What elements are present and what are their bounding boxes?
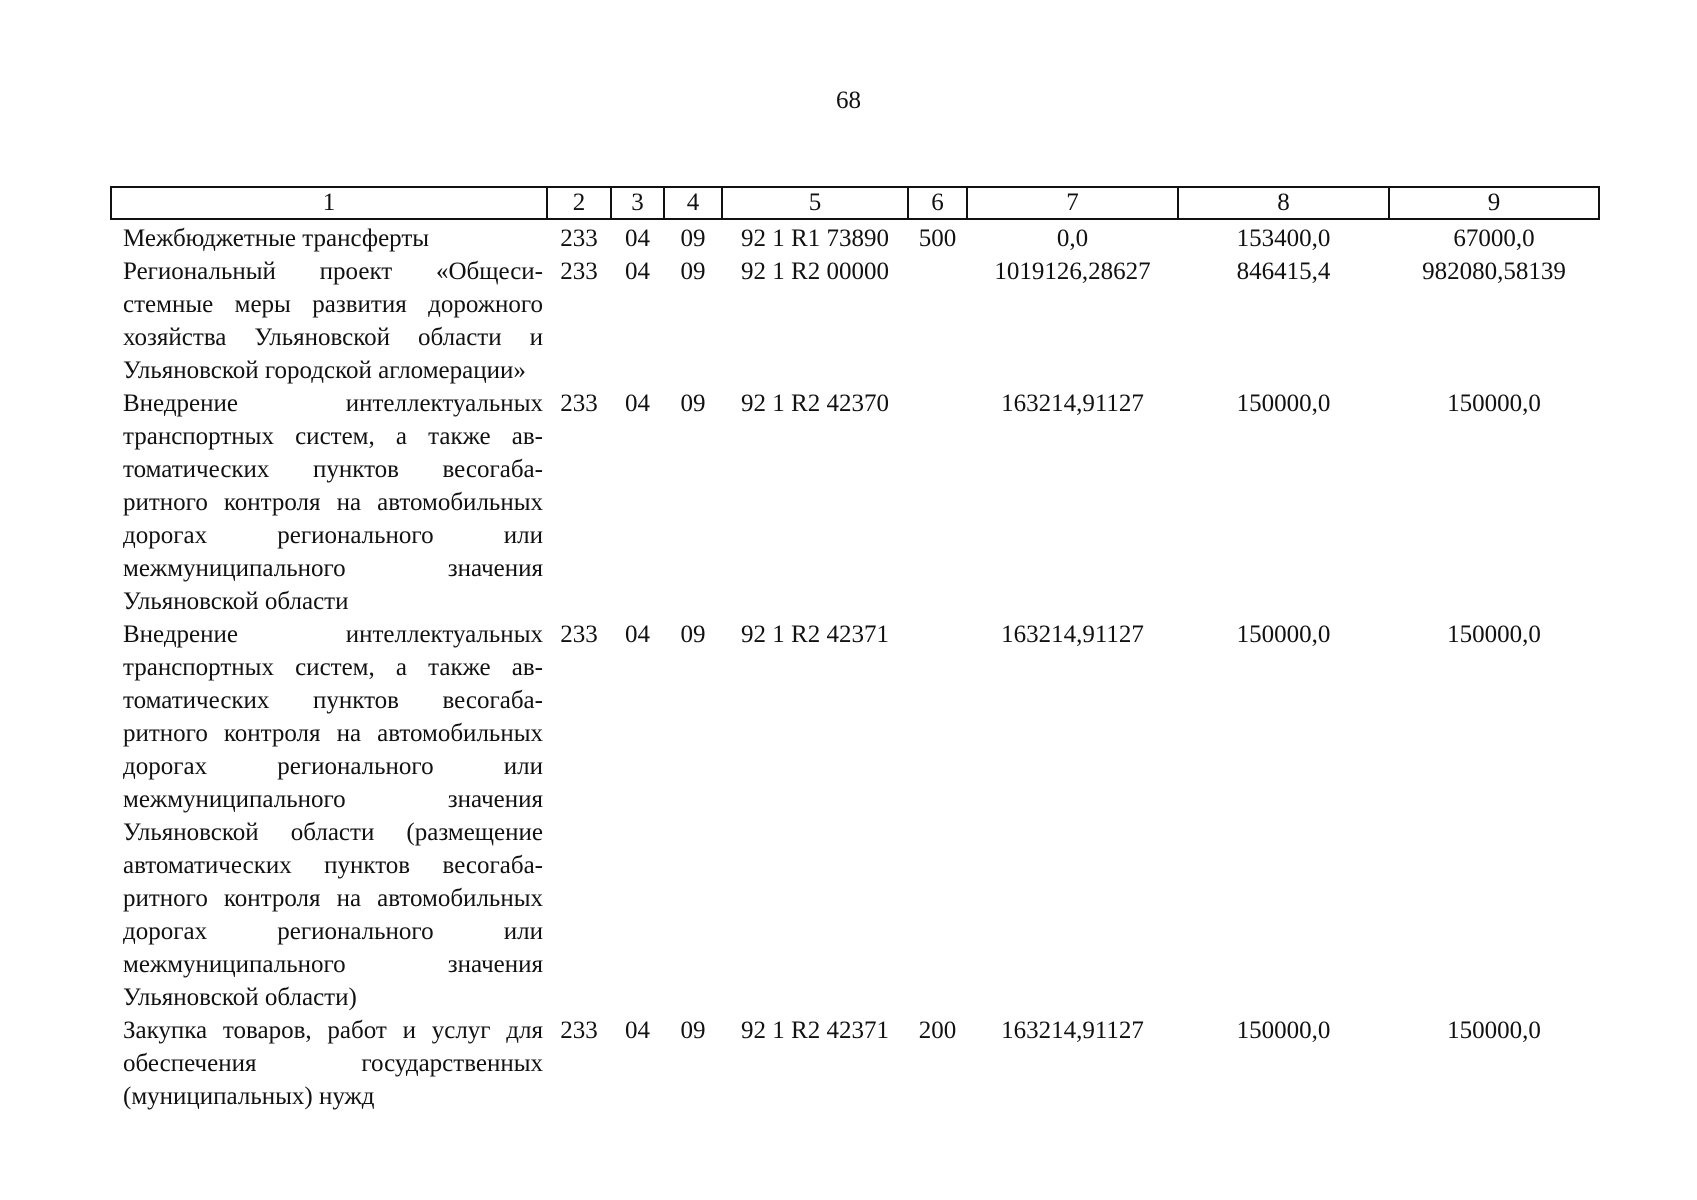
row-subsection: 09 <box>680 258 706 285</box>
budget-table <box>110 186 1600 1113</box>
table-row <box>111 618 1599 1014</box>
column-header-7: 7 <box>967 187 1178 219</box>
table-row <box>111 1014 1599 1113</box>
table-row <box>111 255 1599 387</box>
column-header-9: 9 <box>1389 187 1599 219</box>
row-subsection: 09 <box>680 390 706 417</box>
row-name: Межбюджетные трансферты <box>123 225 430 252</box>
row-admin-code: 233 <box>560 390 598 417</box>
row-value-9: 982080,58139 <box>1422 258 1566 285</box>
row-admin-code: 233 <box>560 258 598 285</box>
row-subsection: 09 <box>680 621 706 648</box>
row-admin-code: 233 <box>560 621 598 648</box>
row-expense-type: 500 <box>918 225 957 252</box>
page-number: 68 <box>836 87 861 114</box>
row-name: Региональный проект «Общесистемные меры развития дорожного хозяйства Ульяновской области и Ульяновской городской агломерации» <box>123 258 543 384</box>
row-expense-type <box>908 618 967 1014</box>
row-value-7: 163214,91127 <box>1001 390 1144 417</box>
row-section: 04 <box>625 390 650 417</box>
row-subsection: 09 <box>680 225 706 252</box>
row-value-9: 150000,0 <box>1447 1017 1541 1044</box>
row-value-8: 150000,0 <box>1236 621 1331 648</box>
column-header-6: 6 <box>908 187 967 219</box>
row-name: Внедрение интеллектуальных транспортных систем, а также автоматических пунктов весогабаритного контроля на автомобильных дорогах регионального или межмуниципального значения Ульяновской области (размещение автоматических пунктов весогабаритного контроля на автомобильных дорогах регионального или межмуниципального значения Ульяновской области) <box>123 621 543 1011</box>
row-expense-type <box>908 387 967 618</box>
row-value-8: 846415,4 <box>1236 258 1331 285</box>
column-header-3: 3 <box>611 187 664 219</box>
row-section: 04 <box>625 225 650 252</box>
column-header-5: 5 <box>722 187 908 219</box>
row-target-code: 92 1 R2 42371 <box>741 1017 889 1044</box>
row-expense-type: 200 <box>918 1017 957 1044</box>
row-target-code: 92 1 R2 42371 <box>741 621 889 648</box>
row-value-9: 67000,0 <box>1453 225 1535 252</box>
row-value-7: 1019126,28627 <box>994 258 1151 285</box>
row-expense-type <box>908 255 967 387</box>
row-value-9: 150000,0 <box>1447 621 1541 648</box>
column-header-1: 1 <box>111 187 547 219</box>
row-value-8: 150000,0 <box>1236 390 1331 417</box>
row-value-9: 150000,0 <box>1447 390 1541 417</box>
row-subsection: 09 <box>680 1017 706 1044</box>
table-row <box>111 219 1599 255</box>
row-section: 04 <box>625 258 650 285</box>
row-value-7: 163214,91127 <box>1001 1017 1144 1044</box>
row-name: Внедрение интеллектуальных транспортных систем, а также автоматических пунктов весогабаритного контроля на автомобильных дорогах регионального или межмуниципального значения Ульяновской области <box>123 390 543 615</box>
row-name: Закупка товаров, работ и услуг для обеспечения государственных (муниципальных) нужд <box>123 1017 543 1110</box>
row-value-7: 163214,91127 <box>1001 621 1144 648</box>
row-value-7: 0,0 <box>1056 225 1089 252</box>
row-value-8: 150000,0 <box>1236 1017 1331 1044</box>
row-value-8: 153400,0 <box>1236 225 1331 252</box>
row-target-code: 92 1 R1 73890 <box>741 225 889 252</box>
row-admin-code: 233 <box>560 1017 598 1044</box>
column-header-2: 2 <box>547 187 611 219</box>
row-section: 04 <box>625 1017 650 1044</box>
column-header-4: 4 <box>664 187 722 219</box>
row-target-code: 92 1 R2 42370 <box>741 390 889 417</box>
row-admin-code: 233 <box>560 225 598 252</box>
table-row <box>111 387 1599 618</box>
row-target-code: 92 1 R2 00000 <box>741 258 889 285</box>
table-header-row <box>111 187 1599 219</box>
column-header-8: 8 <box>1178 187 1389 219</box>
row-section: 04 <box>625 621 650 648</box>
